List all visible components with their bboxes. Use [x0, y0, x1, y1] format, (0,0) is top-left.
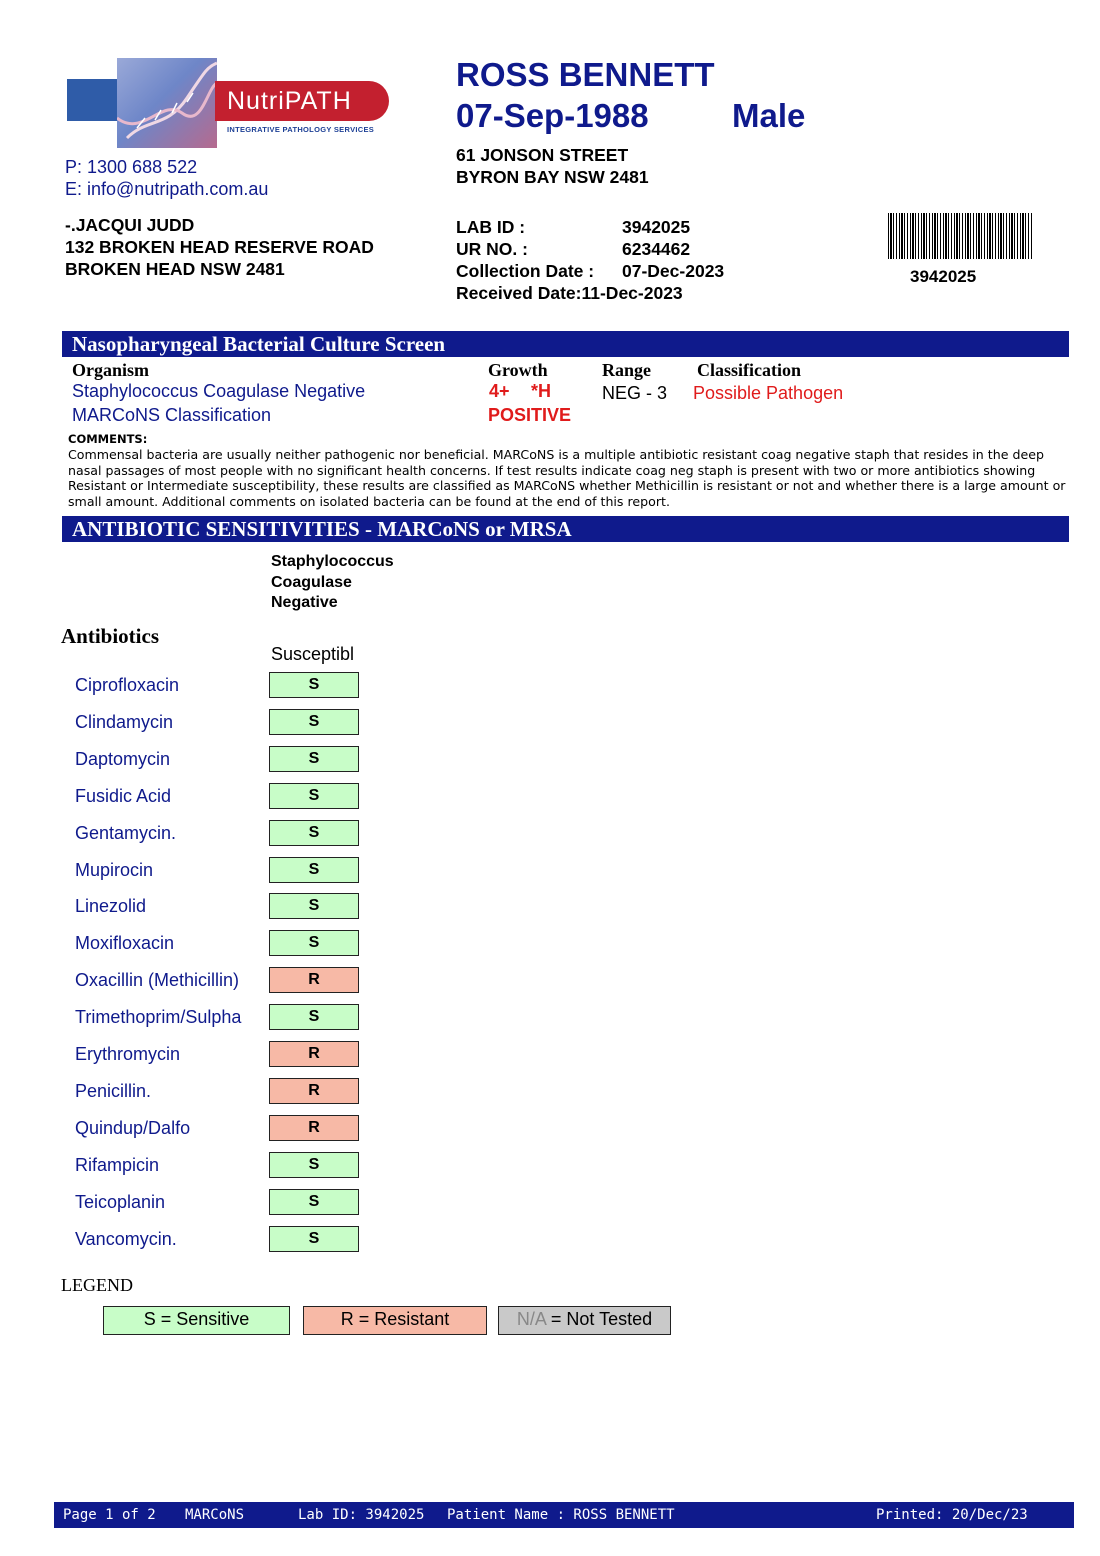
ur-no-label: UR NO. :	[456, 239, 528, 259]
footer-printed: Printed: 20/Dec/23 14:06	[876, 1507, 1028, 1549]
footer-lab-id: Lab ID: 3942025	[298, 1507, 425, 1523]
antibiotic-name: Gentamycin.	[75, 823, 177, 843]
ur-no-value: 6234462	[622, 239, 691, 259]
range-value: NEG - 3	[602, 383, 668, 403]
antibiotic-name: Penicillin.	[75, 1081, 152, 1101]
footer-patient: Patient Name : ROSS BENNETT	[447, 1507, 675, 1523]
organism-line3: Negative	[271, 594, 338, 611]
antibiotic-name: Linezolid	[75, 896, 147, 916]
susceptibility-result: R	[269, 1041, 359, 1067]
footer-test: MARCoNS	[185, 1507, 245, 1523]
legend-na-prefix: N/A	[516, 1309, 546, 1329]
page-footer	[54, 1502, 1074, 1549]
antibiotic-name: Fusidic Acid	[75, 786, 172, 806]
susceptibility-result: S	[269, 1152, 359, 1178]
marcons-classification-label: MARCoNS Classification	[72, 405, 272, 425]
organism-line2: Coagulase	[271, 573, 352, 591]
col-organism: Organism	[72, 360, 150, 380]
footer-page: Page 1 of 2	[63, 1507, 156, 1523]
antibiotic-name: Oxacillin (Methicillin)	[75, 970, 240, 990]
logo-dna-image	[117, 58, 217, 148]
growth-flag: *H	[531, 381, 552, 401]
received-date: Received Date:11-Dec-2023	[456, 283, 683, 303]
culture-section-title: Nasopharyngeal Bacterial Culture Screen	[62, 331, 1069, 357]
logo-wordmark: NutriPATH	[215, 81, 389, 121]
collection-date-value: 07-Dec-2023	[622, 261, 725, 281]
antibiotic-name: Rifampicin	[75, 1155, 160, 1175]
comments-label: COMMENTS:	[68, 432, 148, 446]
comments-text: Commensal bacteria are usually neither pathogenic nor beneficial. MARCoNS is a multiple antibiotic resistant coag negative staph that resides in the deep nasal passages of most people with no significant health concerns. If test results indicate coag neg staph is present with two or more antibiotics showing Resistant or Intermediate susceptibility, these results are classified as MARCoNS whether Methicillin is resistant or not and whether there is a large amount or small amount. Additional comments on isolated bacteria can be found at the end of this report.	[68, 447, 1066, 509]
antibiotic-name: Teicoplanin	[75, 1192, 166, 1212]
lab-phone: P: 1300 688 522	[65, 157, 198, 177]
patient-address-line1: 61 JONSON STREET	[456, 145, 629, 165]
logo-tagline: INTEGRATIVE PATHOLOGY SERVICES	[227, 125, 375, 134]
tested-organism	[271, 552, 394, 614]
susceptibility-result: S	[269, 672, 359, 698]
marcons-result: POSITIVE	[488, 405, 572, 425]
patient-sex: Male	[732, 97, 806, 134]
lab-id-value: 3942025	[622, 217, 691, 237]
susceptibility-result: R	[269, 1078, 359, 1104]
susceptibility-result: S	[269, 709, 359, 735]
susceptibility-result: S	[269, 893, 359, 919]
antibiotic-name: Clindamycin	[75, 712, 174, 732]
logo-blue-block	[67, 79, 119, 121]
legend-na-suffix: = Not Tested	[545, 1309, 653, 1329]
antibiotic-name: Vancomycin.	[75, 1229, 177, 1249]
organism-name: Staphylococcus Coagulase Negative	[72, 381, 366, 401]
antibiotic-name: Daptomycin	[75, 749, 171, 769]
patient-name: ROSS BENNETT	[456, 56, 715, 93]
lab-id-label: LAB ID :	[456, 217, 526, 237]
antibiotic-name: Quindup/Dalfo	[75, 1118, 191, 1138]
barcode-icon	[888, 213, 1032, 259]
patient-address-line2: BYRON BAY NSW 2481	[456, 167, 649, 187]
susceptibility-result: S	[269, 1189, 359, 1215]
legend-resistant: R = Resistant	[303, 1306, 487, 1335]
susceptibility-result: R	[269, 1115, 359, 1141]
susceptibility-result: S	[269, 1004, 359, 1030]
col-classification: Classification	[697, 360, 802, 380]
antibiotic-name: Moxifloxacin	[75, 933, 175, 953]
doctor-name: -.JACQUI JUDD	[65, 215, 195, 235]
susceptibility-result: S	[269, 930, 359, 956]
collection-date-label: Collection Date :	[456, 261, 595, 281]
susceptibility-result: S	[269, 820, 359, 846]
susceptibility-result: S	[269, 746, 359, 772]
legend-title: LEGEND	[61, 1275, 133, 1295]
antibiotic-name: Erythromycin	[75, 1044, 181, 1064]
susceptibility-result: R	[269, 967, 359, 993]
antibiotic-name: Ciprofloxacin	[75, 675, 180, 695]
dna-helix-icon	[117, 58, 217, 148]
classification-value: Possible Pathogen	[693, 383, 844, 403]
legend-not-tested	[498, 1306, 671, 1335]
susceptibility-heading: Susceptibl	[271, 644, 355, 664]
growth-value: 4+	[489, 381, 510, 401]
barcode-number: 3942025	[910, 267, 977, 286]
patient-dob: 07-Sep-1988	[456, 97, 649, 134]
lab-email: E: info@nutripath.com.au	[65, 179, 269, 199]
antibiotics-heading: Antibiotics	[61, 624, 160, 648]
organism-line1: Staphylococcus	[271, 553, 394, 570]
susceptibility-result: S	[269, 857, 359, 883]
legend-sensitive: S = Sensitive	[103, 1306, 290, 1335]
antibiotic-name: Trimethoprim/Sulpha	[75, 1007, 242, 1027]
doctor-address-line2: BROKEN HEAD NSW 2481	[65, 259, 285, 279]
susceptibility-result: S	[269, 783, 359, 809]
susceptibility-result: S	[269, 1226, 359, 1252]
doctor-address-line1: 132 BROKEN HEAD RESERVE ROAD	[65, 237, 374, 257]
col-range: Range	[602, 360, 651, 380]
col-growth: Growth	[488, 360, 548, 380]
antibiotic-name: Mupirocin	[75, 860, 154, 880]
sensitivities-section-title: ANTIBIOTIC SENSITIVITIES - MARCoNS or MRSA	[62, 516, 1069, 542]
